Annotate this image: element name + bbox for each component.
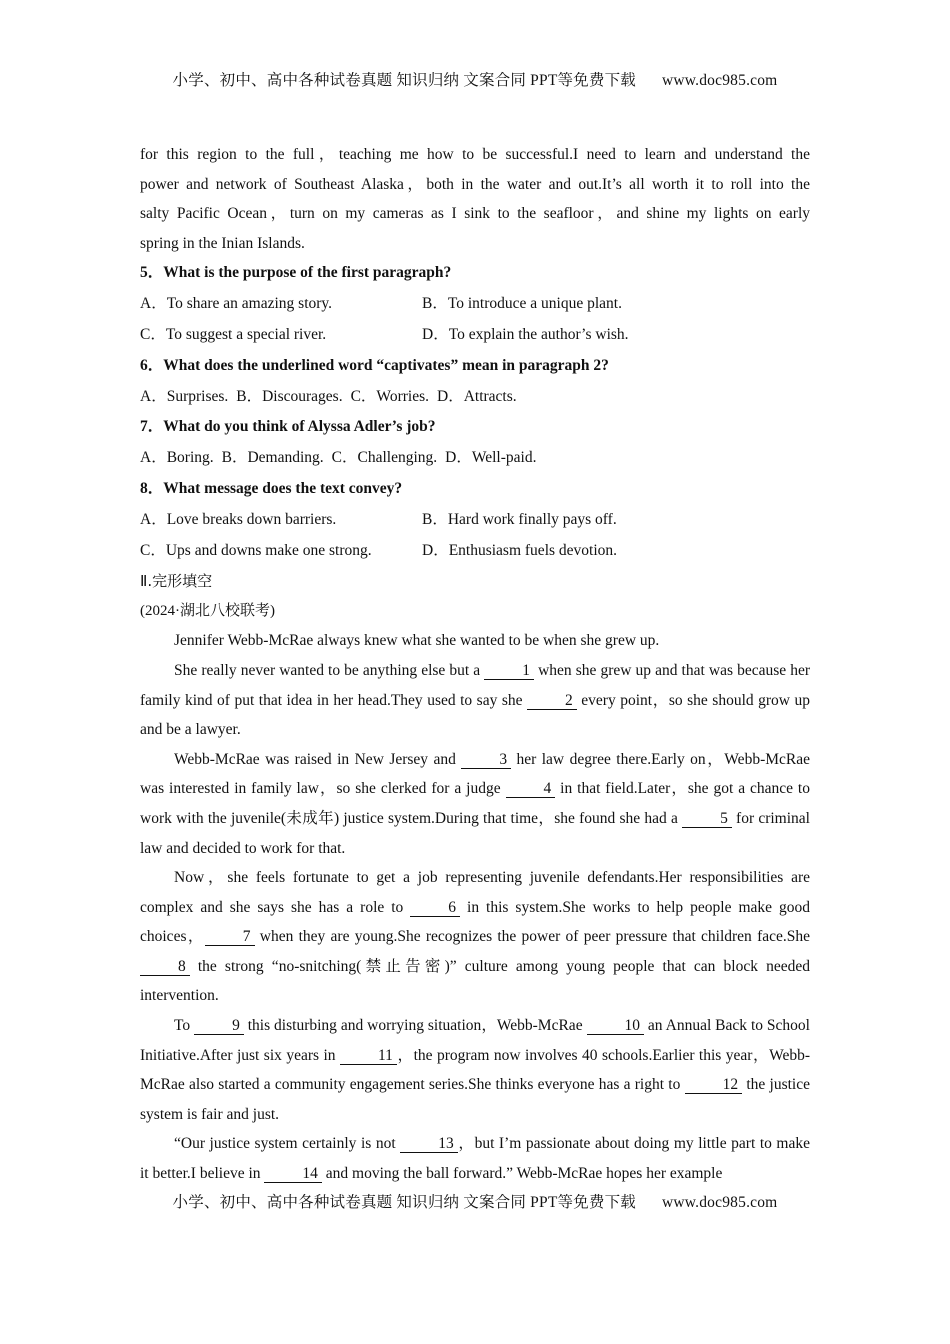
blank-10: 10 [587,1017,645,1035]
blank-13: 13 [400,1135,458,1153]
option-c: C．Ups and downs make one strong. [140,541,372,559]
question-7 [140,412,810,474]
option-b: B．To introduce a unique plant. [422,295,622,313]
text-line: salty Pacific Ocean，turn on my cameras as I sink to the seafloor，and shine my lights on early [140,205,810,223]
cloze-paragraph-5: To 9 this disturbing and worrying situation，Webb-McRae 10 an Annual Back to School Initiative.After just six years in 11 ，the program now involves 40 schools.Earlier this year，Webb-McRae also started a community engagement series.She thinks everyone has a right to 12 the justice system is fair and just. [140,1017,811,1123]
page-header [0,68,950,90]
option-d: D．Well-paid. [445,449,537,467]
blank-14: 14 [264,1165,322,1183]
option-a: A．To share an amazing story. [140,295,333,313]
blank-4: 4 [506,780,556,798]
option-c: C．Challenging. [331,449,438,467]
page-content [140,140,810,1189]
question-stem: 5．What is the purpose of the first paragraph? [140,264,452,282]
blank-7: 7 [205,928,255,946]
option-b: B．Demanding. [221,449,324,467]
header-text: 小学、初中、高中各种试卷真题 知识归纳 文案合同 PPT等免费下载 [172,72,636,89]
option-c: C．Worries. [350,387,429,405]
blank-8: 8 [140,958,190,976]
blank-3: 3 [461,751,511,769]
question-stem: 6．What does the underlined word “captivates” mean in paragraph 2? [140,356,609,374]
option-a: A．Love breaks down barriers. [140,510,337,528]
question-6 [140,351,810,413]
cloze-paragraph-3: Webb-McRae was raised in New Jersey and 3 her law degree there.Early on，Webb-McRae was interested in family law，so she clerked for a judge 4 in that field.Later，she got a chance to work with the juvenile(未成年) justice system.During that time，she found she had a 5 for criminal law and decided to work for that. [140,750,810,857]
option-d: D．Enthusiasm fuels devotion. [422,541,618,559]
blank-9: 9 [194,1017,244,1035]
text-line: power and network of Southeast Alaska，both in the water and out.It’s all worth it to roll into the [140,175,810,193]
header-url: www.doc985.com [661,72,778,89]
section-title: Ⅱ.完形填空 [140,572,213,591]
blank-11: 11 [340,1047,397,1065]
option-d: D．To explain the author’s wish. [422,325,629,343]
blank-1: 1 [484,662,534,680]
blank-2: 2 [527,692,577,710]
option-b: B．Hard work finally pays off. [422,510,617,528]
option-d: D．Attracts. [437,387,517,405]
page-footer [0,1190,950,1212]
intro-paragraph [140,140,810,258]
footer-url: www.doc985.com [661,1194,778,1211]
cloze-paragraph-2: She really never wanted to be anything else but a 1 when she grew up and that was because her family kind of put that idea in her head.They used to say she 2 every point，so she should grow up and be a lawyer. [140,661,810,739]
text-line: for this region to the full，teaching me how to be successful.I need to learn and understand the [140,146,810,163]
blank-5: 5 [682,810,732,828]
cloze-paragraph-1: Jennifer Webb-McRae always knew what she wanted to be when she grew up. [174,632,660,650]
text-line: spring in the Inian Islands. [140,234,305,252]
question-5 [140,258,810,350]
source-note: (2024·湖北八校联考) [140,603,275,620]
option-a: A．Boring. [140,449,214,467]
question-stem: 8．What message does the text convey? [140,479,403,497]
footer-text: 小学、初中、高中各种试卷真题 知识归纳 文案合同 PPT等免费下载 [172,1194,636,1211]
cloze-paragraph-4: Now，she feels fortunate to get a job representing juvenile defendants.Her responsibilities are complex and she says she has a role to 6 in this system.She works to help people make good choices， 7 when they are young.She recognizes the power of peer pressure that children face.She 8 the strong “no-snitching(禁止告密)” culture among young people that can block needed intervention. [140,869,810,1005]
blank-12: 12 [685,1076,743,1094]
question-stem: 7．What do you think of Alyssa Adler’s job? [140,418,436,436]
option-b: B．Discourages. [236,387,343,405]
blank-6: 6 [410,899,460,917]
cloze-paragraph-6: “Our justice system certainly is not 13 ，but I’m passionate about doing my little part to make it better.I believe in 14 and moving the ball forward.” Webb-McRae hopes her example [140,1135,810,1183]
option-c: C．To suggest a special river. [140,325,327,343]
question-8 [140,474,810,566]
option-a: A．Surprises. [140,387,229,405]
